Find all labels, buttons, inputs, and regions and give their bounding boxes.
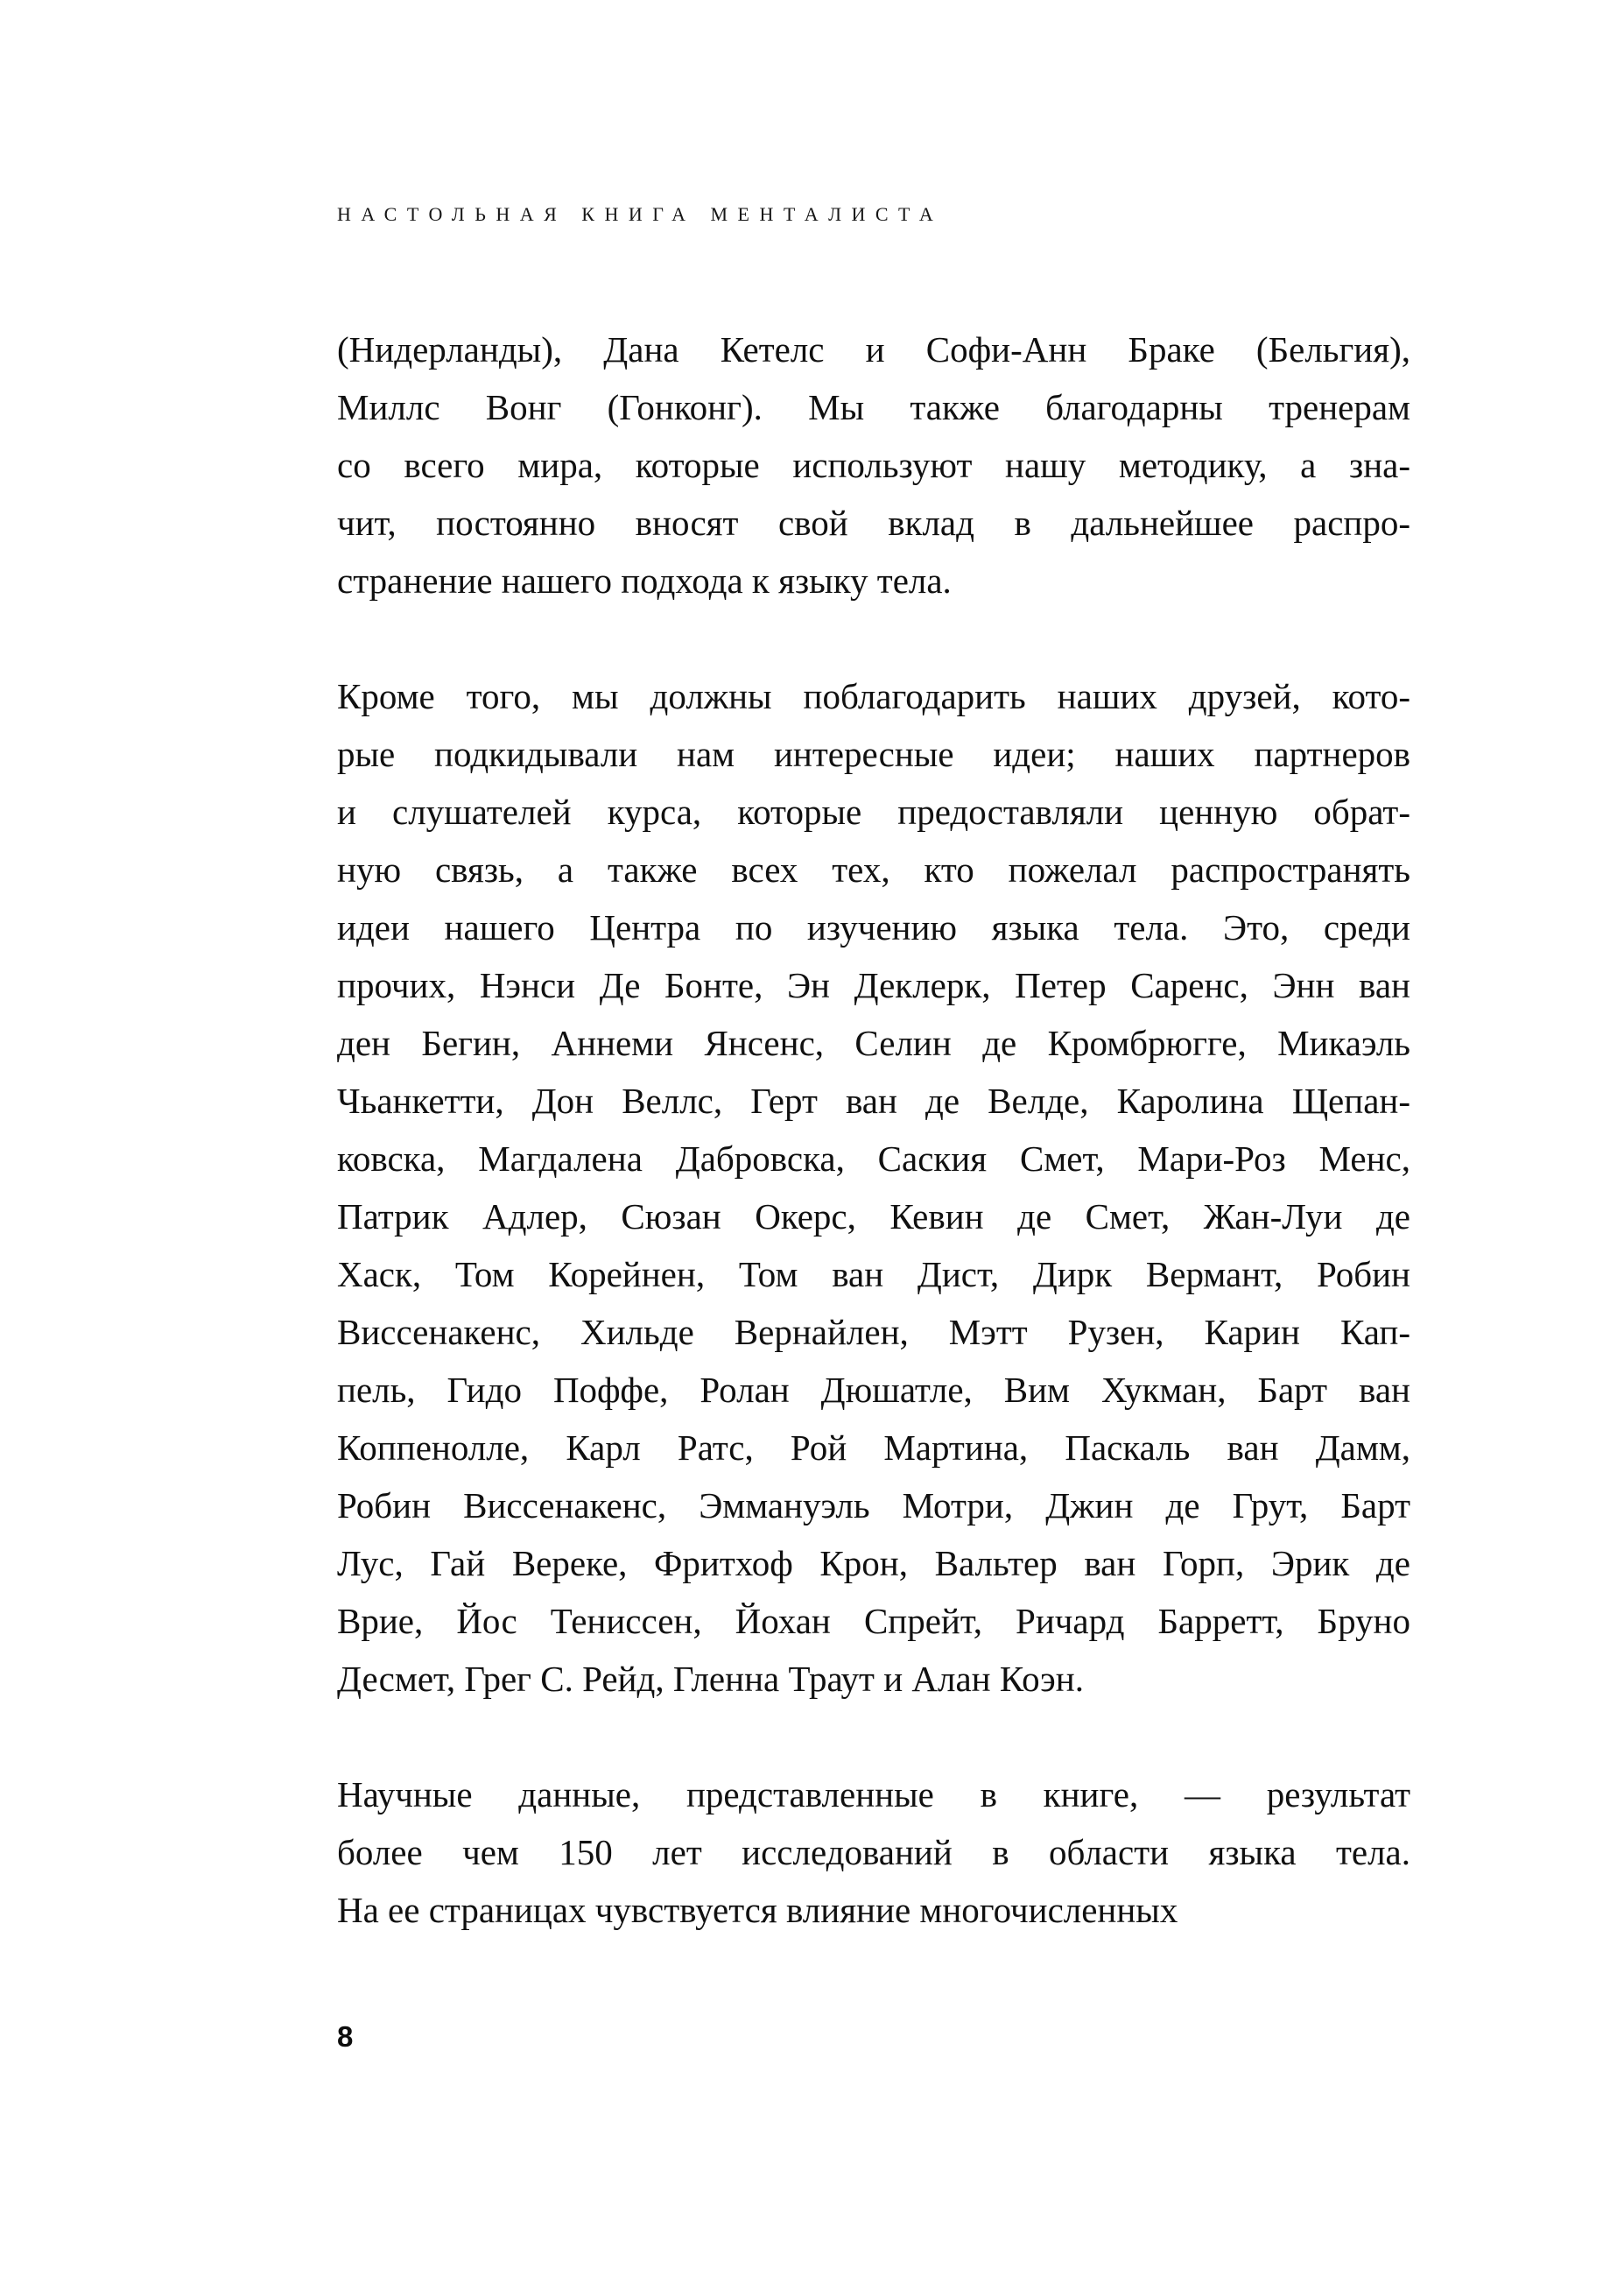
text-line: Чьанкетти, Дон Веллс, Герт ван де Велде, Каролина Щепан-: [337, 1081, 1410, 1121]
body-text-block: [337, 321, 1410, 1939]
text-line: Миллс Вонг (Гонконг). Мы также благодарны тренерам: [337, 387, 1410, 427]
text-line: и слушателей курса, которые предоставляли ценную обрат-: [337, 792, 1410, 832]
running-head: НАСТОЛЬНАЯ КНИГА МЕНТАЛИСТА: [337, 203, 944, 225]
text-line: ковска, Магдалена Дабровска, Саския Смет, Мари-Роз Менс,: [337, 1138, 1410, 1179]
text-line: Врие, Йос Тениссен, Йохан Спрейт, Ричард Барретт, Бруно: [337, 1601, 1410, 1641]
text-line: чит, постоянно вносят свой вклад в дальнейшее распро-: [337, 503, 1410, 543]
text-line: со всего мира, которые используют нашу методику, а зна-: [337, 445, 1410, 485]
text-line: Виссенакенс, Хильде Вернайлен, Мэтт Рузен, Карин Кап-: [337, 1312, 1410, 1352]
text-line: Коппенолле, Карл Ратс, Рой Мартина, Паскаль ван Дамм,: [337, 1427, 1410, 1468]
paragraph-1: [337, 321, 1410, 610]
text-line: прочих, Нэнси Де Бонте, Эн Деклерк, Петер Саренс, Энн ван: [337, 965, 1410, 1005]
text-line: рые подкидывали нам интересные идеи; наших партнеров: [337, 734, 1410, 774]
text-line: Десмет, Грег С. Рейд, Гленна Траут и Алан Коэн.: [337, 1659, 1084, 1699]
text-line: идеи нашего Центра по изучению языка тела. Это, среди: [337, 907, 1410, 948]
paragraph-2: [337, 667, 1410, 1708]
text-line: На ее страницах чувствуется влияние многочисленных: [337, 1890, 1178, 1930]
text-line: ден Бегин, Аннеми Янсенс, Селин де Кромбрюгге, Микаэль: [337, 1023, 1410, 1063]
text-line: Лус, Гай Вереке, Фритхоф Крон, Вальтер ван Горп, Эрик де: [337, 1543, 1410, 1583]
text-line: Робин Виссенакенс, Эммануэль Мотри, Джин де Грут, Барт: [337, 1485, 1410, 1526]
text-line: более чем 150 лет исследований в области языка тела.: [337, 1832, 1410, 1872]
text-line: Патрик Адлер, Сюзан Окерс, Кевин де Смет, Жан-Луи де: [337, 1196, 1410, 1237]
text-line: Научные данные, представленные в книге, — результат: [337, 1774, 1410, 1814]
text-line: (Нидерланды), Дана Кетелс и Софи-Анн Браке (Бельгия),: [337, 329, 1410, 370]
paragraph-3: [337, 1765, 1410, 1939]
text-line: странение нашего подхода к языку тела.: [337, 560, 952, 601]
text-line: ную связь, а также всех тех, кто пожелал распространять: [337, 849, 1410, 890]
text-line: Хаск, Том Корейнен, Том ван Дист, Дирк Вермант, Робин: [337, 1254, 1410, 1294]
page-number: 8: [337, 2020, 354, 2053]
text-line: пель, Гидо Поффе, Ролан Дюшатле, Вим Хукман, Барт ван: [337, 1370, 1410, 1410]
text-line: Кроме того, мы должны поблагодарить наших друзей, кото-: [337, 676, 1410, 716]
